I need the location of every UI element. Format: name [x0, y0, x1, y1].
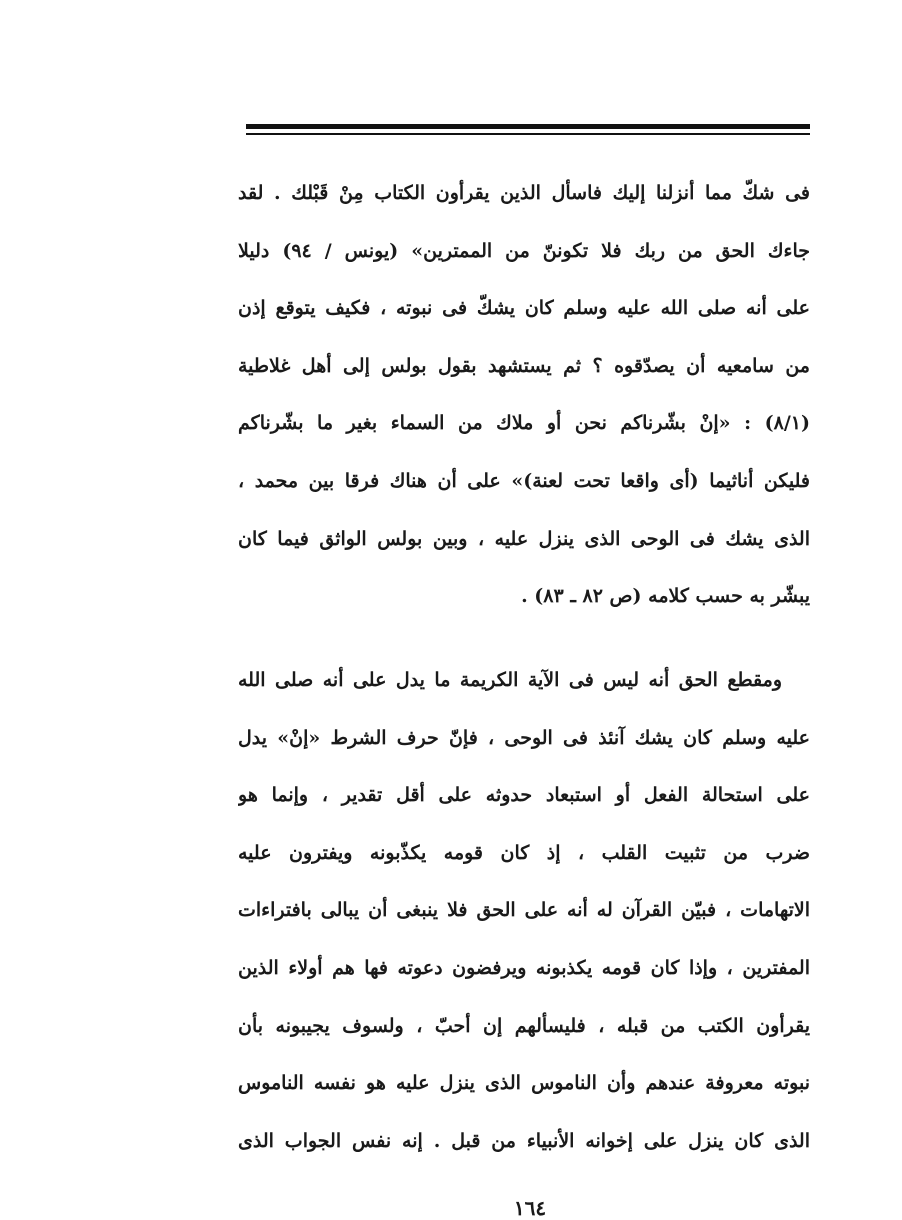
text-line: فى شكّ مما أنزلنا إليك فاسأل الذين يقرأون الكتاب مِنْ قَبْلك . لقد [238, 182, 810, 204]
text-line: نبوته معروفة عندهم وأن الناموس الذى ينزل عليه هو نفسه الناموس [238, 1072, 810, 1095]
page-number: ١٦٤ [513, 1196, 547, 1220]
text-line: عليه وسلم كان يشك آنئذ فى الوحى ، فإنّ حرف الشرط «إنْ» يدل [238, 726, 810, 749]
text-line: من سامعيه أن يصدّقوه ؟ ثم يستشهد بقول بولس إلى أهل غلاطية [238, 354, 810, 377]
header-rule-thin [246, 133, 810, 135]
paragraph-1 [238, 165, 810, 626]
text-line: جاءك الحق من ربك فلا تكوننّ من الممترين» (يونس / ٩٤) دليلا [238, 239, 810, 262]
text-line: على أنه صلى الله عليه وسلم كان يشكّ فى نبوته ، فكيف يتوقع إذن [238, 297, 810, 320]
text-line: (٨/١) : «إنْ بشّرناكم نحن أو ملاك من السماء بغير ما بشّرناكم [238, 412, 810, 435]
text-line: الاتهامات ، فبيّن القرآن له أنه على الحق فلا ينبغى أن يبالى بافتراءات [238, 899, 810, 922]
text-line: على استحالة الفعل أو استبعاد حدوثه على أقل تقدير ، وإنما هو [238, 784, 810, 807]
text-line: يقرأون الكتب من قبله ، فليسألهم إن أحبّ ، ولسوف يجيبونه بأن [238, 1014, 810, 1037]
text-line: فليكن أناثيما (أى واقعا تحت لعنة)» على أن هناك فرقا بين محمد ، [238, 469, 810, 492]
text-line: الذى يشك فى الوحى الذى ينزل عليه ، وبين بولس الواثق فيما كان [238, 527, 810, 550]
text-line: المفترين ، وإذا كان قومه يكذبونه ويرفضون دعوته فها هم أولاء الذين [238, 956, 810, 979]
text-line: ومقطع الحق أنه ليس فى الآية الكريمة ما يدل على أنه صلى الله [238, 669, 782, 691]
header-rule-thick [246, 124, 810, 129]
text-line: ضرب من تثبيت القلب ، إذ كان قومه يكذّبونه ويفترون عليه [238, 841, 810, 864]
text-line: الذى كان ينزل على إخوانه الأنبياء من قبل . إنه نفس الجواب الذى [238, 1129, 810, 1152]
text-line: يبشّر به حسب كلامه (ص ٨٢ ـ ٨٣) . [521, 585, 810, 608]
paragraph-2 [238, 652, 810, 1170]
